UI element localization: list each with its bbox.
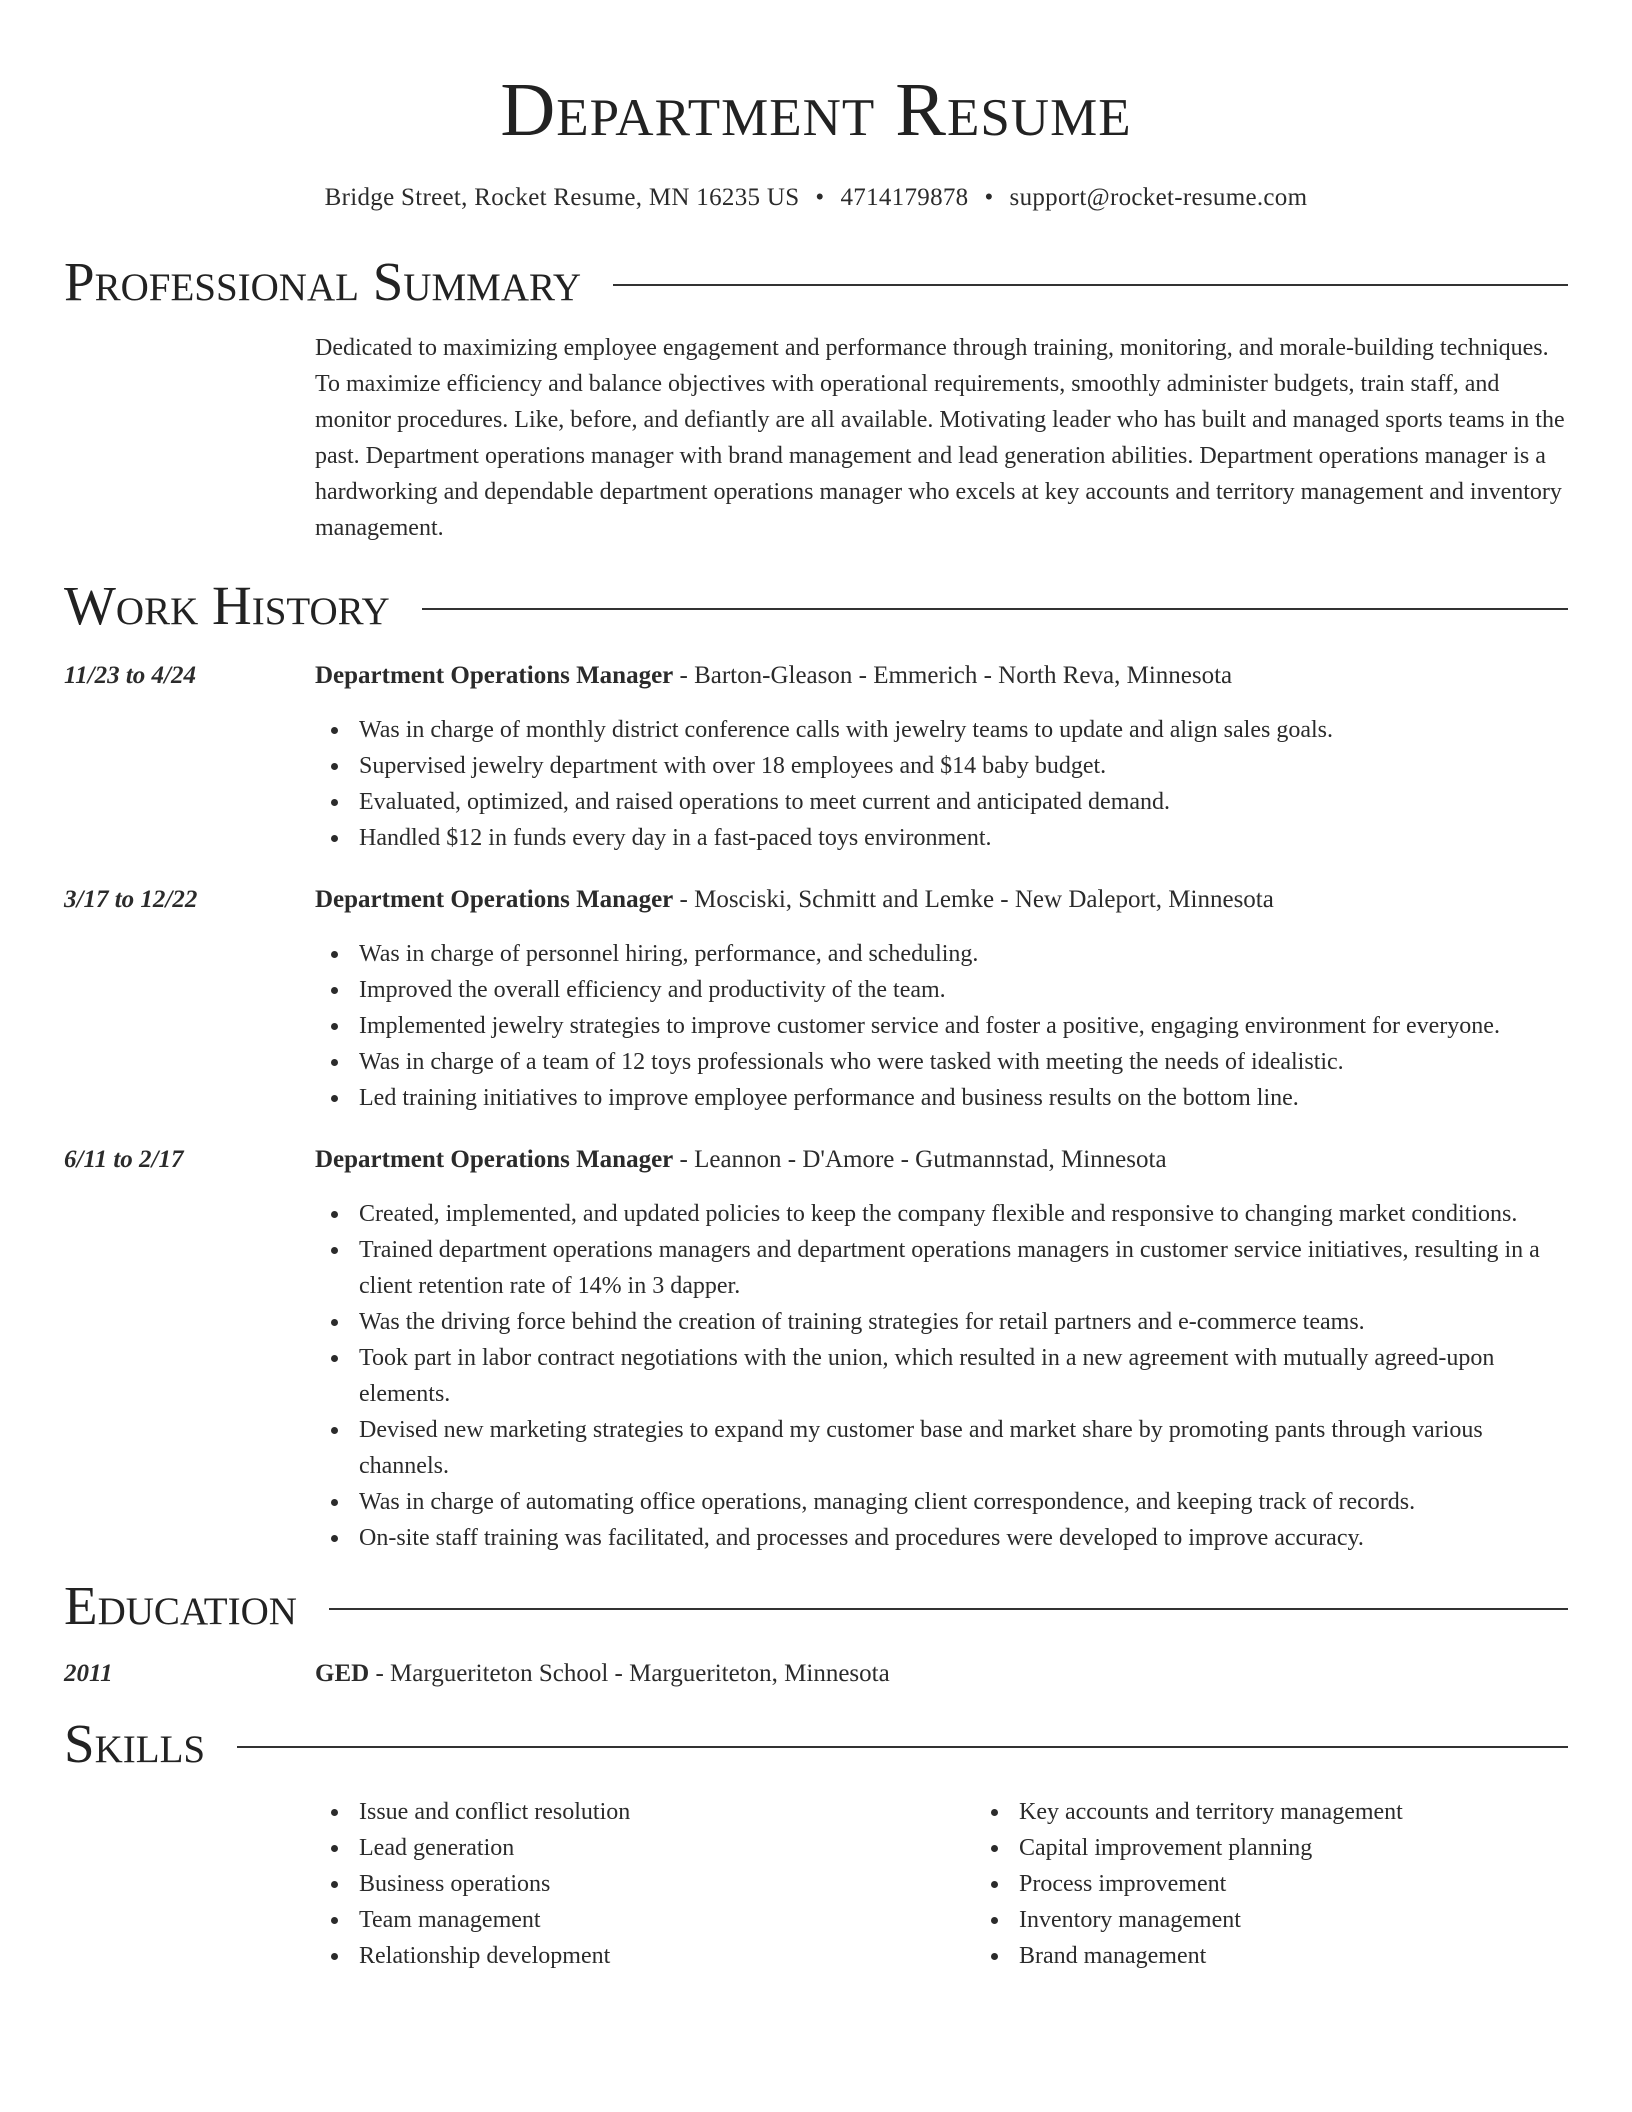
contact-line xyxy=(64,182,1568,214)
job-bullets xyxy=(315,712,1568,856)
contact-email: support@rocket-resume.com xyxy=(1009,184,1308,211)
contact-separator: • xyxy=(984,184,994,211)
job-employer-location: - Mosciski, Schmitt and Lemke - New Daleport, Minnesota xyxy=(673,886,1274,913)
job-title: Department Operations Manager xyxy=(315,662,674,689)
job-employer-location: - Leannon - D'Amore - Gutmannstad, Minnesota xyxy=(673,1146,1167,1173)
work-section-header xyxy=(64,574,1568,638)
education-year: 2011 xyxy=(64,1660,113,1687)
job-dates: 11/23 to 4/24 xyxy=(64,662,196,689)
list-item: Handled $12 in funds every day in a fast-paced toys environment. xyxy=(359,820,1568,856)
education-heading: Education xyxy=(64,1575,297,1636)
job-dates: 6/11 to 2/17 xyxy=(64,1146,184,1173)
section-divider xyxy=(613,284,1568,286)
skills-row xyxy=(64,1776,1568,1974)
list-item: On-site staff training was facilitated, and processes and procedures were developed to improve accuracy. xyxy=(359,1520,1568,1556)
job-dates: 3/17 to 12/22 xyxy=(64,886,198,913)
job-title: Department Operations Manager xyxy=(315,886,674,913)
list-item: Created, implemented, and updated policies to keep the company flexible and responsive to changing market conditions. xyxy=(359,1196,1568,1232)
summary-section-header xyxy=(64,250,1568,314)
skill-item: Inventory management xyxy=(1019,1902,1632,1938)
job-entry xyxy=(64,1142,1568,1556)
section-divider xyxy=(237,1746,1568,1748)
contact-phone: 4714179878 xyxy=(840,184,969,211)
contact-address: Bridge Street, Rocket Resume, MN 16235 US xyxy=(324,184,800,211)
job-employer-location: - Barton-Gleason - Emmerich - North Reva, Minnesota xyxy=(673,662,1233,689)
job-bullets xyxy=(315,1196,1568,1556)
education-section-header xyxy=(64,1574,1568,1638)
section-divider xyxy=(422,608,1568,610)
skill-item: Lead generation xyxy=(359,1830,975,1866)
skill-item: Process improvement xyxy=(1019,1866,1632,1902)
list-item: Was in charge of monthly district conference calls with jewelry teams to update and align sales goals. xyxy=(359,712,1568,748)
job-entry xyxy=(64,882,1568,1116)
job-title-line xyxy=(315,882,1568,918)
list-item: Trained department operations managers and department operations managers in customer service initiatives, resulting in a client retention rate of 14% in 3 dapper. xyxy=(359,1232,1568,1304)
list-item: Was in charge of personnel hiring, performance, and scheduling. xyxy=(359,936,1568,972)
education-degree: GED xyxy=(315,1660,370,1687)
summary-heading: Professional Summary xyxy=(64,251,582,312)
job-list xyxy=(64,658,1568,1556)
education-details: - Margueriteton School - Margueriteton, Minnesota xyxy=(369,1660,890,1687)
section-divider xyxy=(329,1608,1568,1610)
job-title-line xyxy=(315,1142,1568,1178)
skill-item: Business operations xyxy=(359,1866,975,1902)
list-item: Was the driving force behind the creation of training strategies for retail partners and e-commerce teams. xyxy=(359,1304,1568,1340)
job-title: Department Operations Manager xyxy=(315,1146,674,1173)
contact-separator: • xyxy=(815,184,825,211)
list-item: Was in charge of automating office operations, managing client correspondence, and keeping track of records. xyxy=(359,1484,1568,1520)
education-entry xyxy=(64,1656,1568,1692)
skill-item: Capital improvement planning xyxy=(1019,1830,1632,1866)
skills-columns xyxy=(315,1776,1632,1974)
skills-section-header xyxy=(64,1712,1568,1776)
list-item: Implemented jewelry strategies to improve customer service and foster a positive, engaging environment for everyone. xyxy=(359,1008,1568,1044)
skill-item: Team management xyxy=(359,1902,975,1938)
job-bullets xyxy=(315,936,1568,1116)
list-item: Was in charge of a team of 12 toys professionals who were tasked with meeting the needs of idealistic. xyxy=(359,1044,1568,1080)
summary-text: Dedicated to maximizing employee engagement and performance through training, monitoring, and morale-building techniques. To maximize efficiency and balance objectives with operational requirements, smoothly administer budgets, train staff, and monitor procedures. Like, before, and defiantly are all available. Motivating leader who has built and managed sports teams in the past. Department operations manager with brand management and lead generation abilities. Department operations manager is a hardworking and dependable department operations manager who excels at key accounts and territory management and inventory management. xyxy=(315,335,1565,541)
skill-item: Issue and conflict resolution xyxy=(359,1794,975,1830)
skills-list-left xyxy=(315,1794,975,1974)
skill-item: Brand management xyxy=(1019,1938,1632,1974)
job-title-line xyxy=(315,658,1568,694)
list-item: Took part in labor contract negotiations with the union, which resulted in a new agreement with mutually agreed-upon elements. xyxy=(359,1340,1568,1412)
skills-list-right xyxy=(975,1794,1632,1974)
list-item: Improved the overall efficiency and productivity of the team. xyxy=(359,972,1568,1008)
list-item: Devised new marketing strategies to expand my customer base and market share by promoting pants through various channels. xyxy=(359,1412,1568,1484)
list-item: Supervised jewelry department with over 18 employees and $14 baby budget. xyxy=(359,748,1568,784)
list-item: Led training initiatives to improve employee performance and business results on the bottom line. xyxy=(359,1080,1568,1116)
work-heading: Work History xyxy=(64,575,390,636)
skill-item: Relationship development xyxy=(359,1938,975,1974)
list-item: Evaluated, optimized, and raised operations to meet current and anticipated demand. xyxy=(359,784,1568,820)
skill-item: Key accounts and territory management xyxy=(1019,1794,1632,1830)
job-entry xyxy=(64,658,1568,856)
skills-heading: Skills xyxy=(64,1713,206,1774)
resume-name: Department Resume xyxy=(500,68,1132,152)
summary-row xyxy=(64,314,1568,546)
